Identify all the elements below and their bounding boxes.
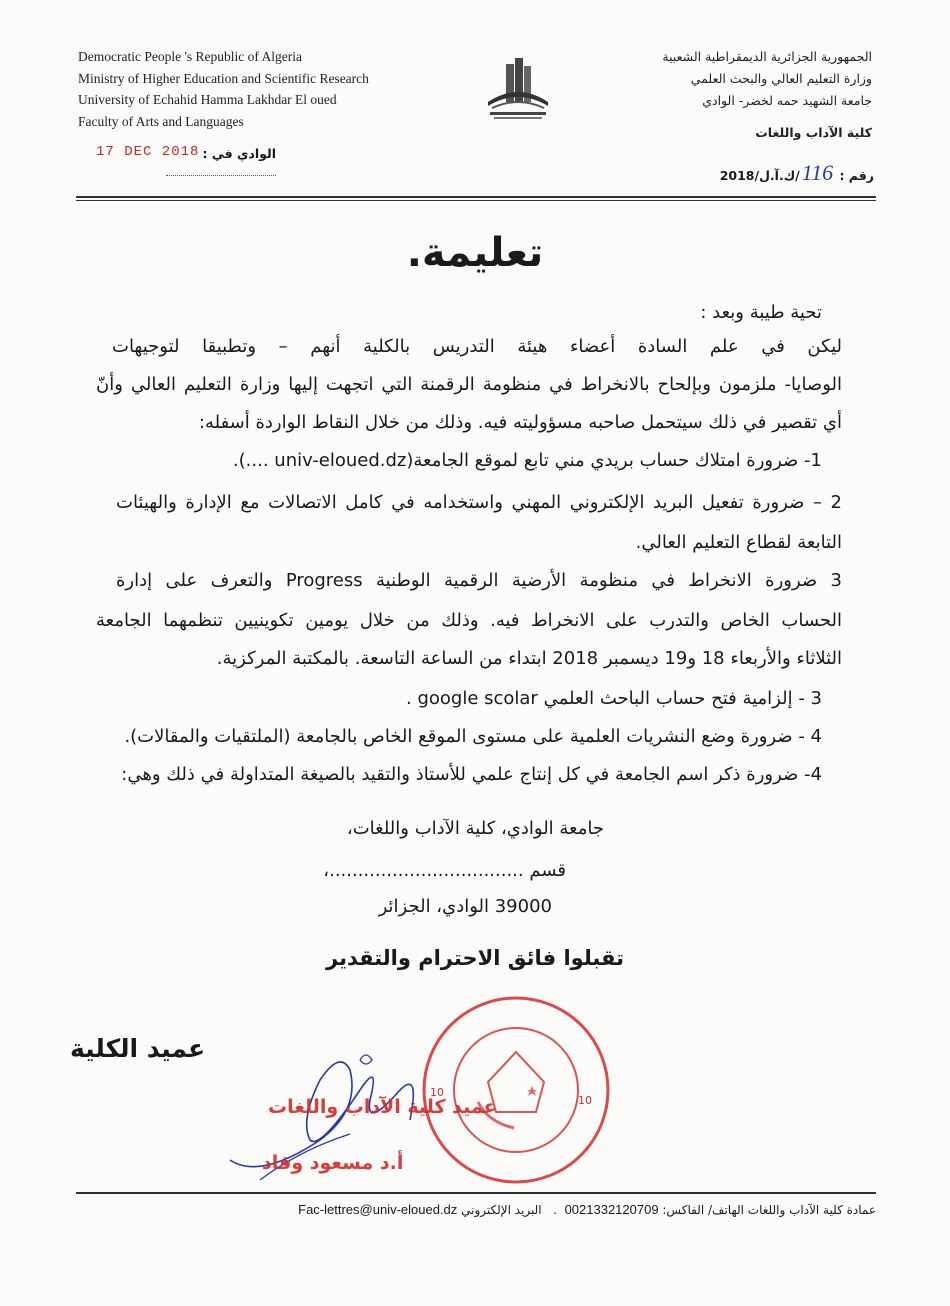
body-line: 4- ضرورة ذكر اسم الجامعة في كل إنتاج علمي للأستاذ والتقيد بالصيغة المتداولة في ذلك وهي: bbox=[121, 764, 822, 785]
body-line: 2 – ضرورة تفعيل البريد الإلكتروني المهني واستخدامه في كامل الاتصالات مع الإدارة والهيئات bbox=[116, 492, 842, 513]
date-label: الوادي في : bbox=[202, 146, 276, 161]
dean-stamp-text: عميد كلية الآداب واللغات bbox=[268, 1096, 497, 1118]
header-en-line: Faculty of Arts and Languages bbox=[78, 113, 244, 129]
header-english bbox=[78, 46, 369, 132]
header-en-line: Democratic People 's Republic of Algeria bbox=[78, 49, 302, 64]
document-title: تعليمة. bbox=[406, 230, 544, 276]
header-ar-line: وزارة التعليم العالي والبحث العلمي bbox=[690, 71, 872, 86]
body-line: 1- ضرورة امتلاك حساب بريدي مني تابع لموقع الجامعة(univ-eloued.dz ....). bbox=[232, 450, 822, 471]
header-en-line: University of Echahid Hamma Lakhdar El oued bbox=[78, 92, 337, 107]
header-ar-line: جامعة الشهيد حمه لخضر- الوادي bbox=[702, 93, 872, 108]
footer-phone: 0021332120709 bbox=[564, 1202, 659, 1217]
dean-name-stamp: أ.د مسعود وقاد bbox=[262, 1152, 404, 1174]
reference-label: رقم : bbox=[839, 168, 874, 183]
body-line: أي تقصير في ذلك سيتحمل صاحبه مسؤوليته فيه. وذلك من خلال النقاط الواردة أسفله: bbox=[198, 412, 842, 433]
svg-text:10: 10 bbox=[578, 1094, 592, 1107]
footer-address: عمادة كلية الآداب واللغات الهاتف/ الفاكس: bbox=[662, 1203, 876, 1217]
body-line: التابعة لقطاع التعليم العالي. bbox=[635, 532, 842, 553]
body-line: ليكن في علم السادة أعضاء هيئة التدريس بالكلية أنهم – وتطبيقا لتوجيهات bbox=[112, 336, 842, 357]
footer: عمادة كلية الآداب واللغات الهاتف/ الفاكس: 0021332120709 . البريد الإلكتروني Fac-lettres@univ-eloued.dz bbox=[298, 1202, 876, 1217]
body-line: الحساب الخاص والتدرب على الانخراط فيه. وذلك من خلال يومين تكوينيين تنظمهما الجامعة bbox=[96, 610, 842, 631]
dean-title: عميد الكلية bbox=[70, 1034, 206, 1063]
header-ar-line: الجمهورية الجزائرية الديمقراطية الشعبية bbox=[662, 49, 872, 64]
body-line: 3 ضرورة الانخراط في منظومة الأرضية الرقمية الوطنية Progress والتعرف على إدارة bbox=[116, 570, 842, 591]
reference-number: 116 bbox=[801, 160, 834, 185]
header-arabic bbox=[662, 46, 872, 144]
header-divider bbox=[76, 196, 876, 198]
affiliation-line: قسم ..................................، bbox=[323, 860, 566, 881]
body-line: الوصايا- ملزمون وبإلحاح بالانخراط في منظومة الرقمنة التي اتجهت إليها وزارة التعليم العالي وأنّ bbox=[96, 374, 842, 395]
header-en-line: Ministry of Higher Education and Scientific Research bbox=[78, 70, 369, 86]
reference-suffix: /ك.آ.ل/2018 bbox=[719, 168, 800, 183]
header-ar-line: كلية الآداب واللغات bbox=[755, 125, 872, 140]
body-line: 3 - إلزامية فتح حساب الباحث العلمي google scolar . bbox=[405, 688, 822, 709]
footer-email-label: البريد الإلكتروني bbox=[461, 1203, 542, 1217]
reference-row bbox=[720, 160, 874, 186]
university-logo-icon bbox=[482, 52, 554, 122]
greeting: تحية طيبة وبعد : bbox=[700, 302, 822, 323]
footer-divider bbox=[76, 1192, 876, 1194]
svg-text:10: 10 bbox=[430, 1086, 444, 1099]
body-line: الثلاثاء والأربعاء 18 و19 ديسمبر 2018 ابتداء من الساعة التاسعة. بالمكتبة المركزية. bbox=[216, 648, 842, 669]
affiliation-line: 39000 الوادي، الجزائر bbox=[378, 896, 552, 917]
closing-line: تقبلوا فائق الاحترام والتقدير bbox=[326, 946, 624, 970]
body-line: 4 - ضرورة وضع النشريات العلمية على مستوى الموقع الخاص بالجامعة (الملتقيات والمقالات). bbox=[124, 726, 822, 747]
date-stamp: 17 DEC 2018 bbox=[96, 144, 200, 160]
footer-email[interactable]: Fac-lettres@univ-eloued.dz bbox=[298, 1202, 458, 1217]
header-divider bbox=[76, 200, 876, 201]
affiliation-line: جامعة الوادي، كلية الآداب واللغات، bbox=[346, 818, 604, 839]
